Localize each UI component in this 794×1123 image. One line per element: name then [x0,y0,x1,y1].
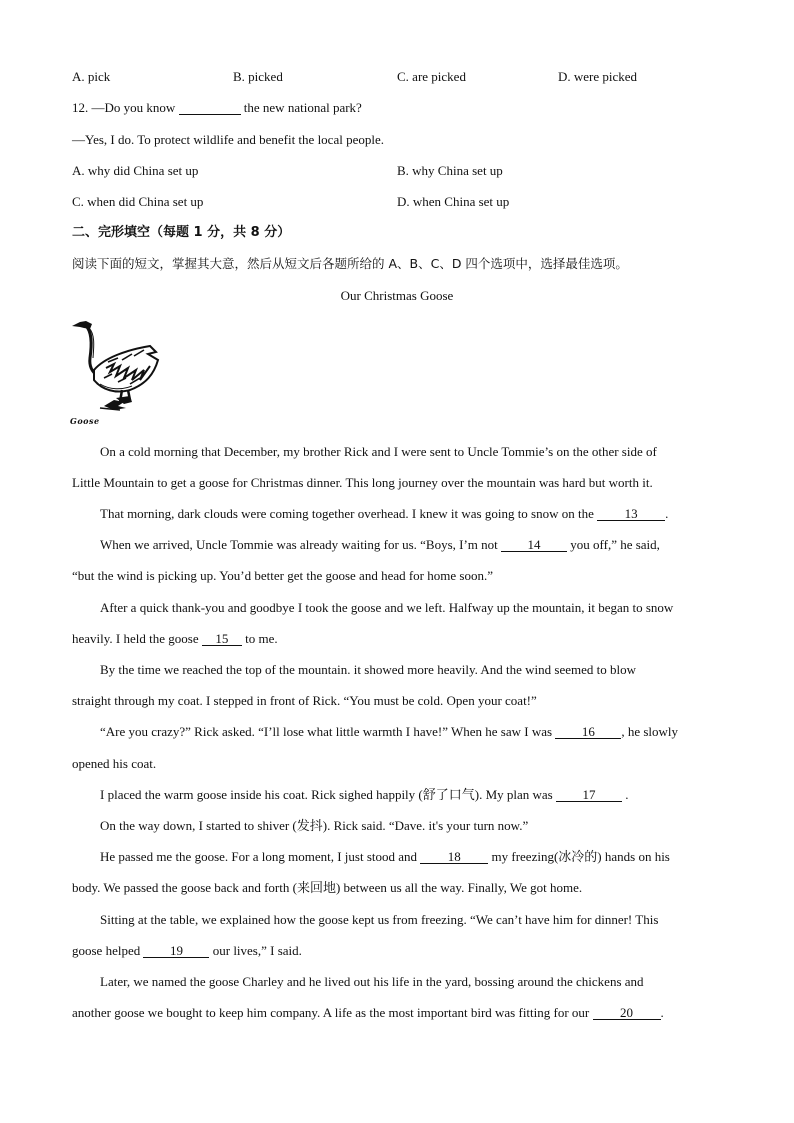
option-a: A. pick [72,69,111,84]
answer-blank-13: 13 [597,507,665,521]
paragraph-11-text-end: . [660,1005,664,1020]
option-a: A. why did China set up [72,163,199,178]
paragraph-7-text-end: . [625,787,629,802]
paragraph-6-text-end: , he slowly [621,724,679,739]
paragraph-9-text-end: my freezing(冰冷的) hands on his [491,849,670,864]
paragraph-11-text: another goose we bought to keep him company. A life as the most important bird was fitting for our [72,1005,590,1020]
paragraph-2 [100,507,668,521]
section-heading: 二、完形填空（每题 1 分，共 8 分） [72,225,291,240]
paragraph-4-line-1: After a quick thank-you and goodbye I took the goose and we left. Halfway up the mountain, it began to snow [100,600,674,615]
paragraph-2-text: That morning, dark clouds were coming together overhead. I knew it was going to snow on the [100,506,594,521]
paragraph-5-line-2: straight through my coat. I stepped in front of Rick. “You must be cold. Open your coat!” [72,693,537,708]
goose-icon [70,318,165,428]
question-12-stem-end: the new national park? [243,100,362,115]
option-c: C. are picked [397,69,466,84]
answer-blank-14: 14 [501,538,567,552]
paragraph-2-end: . [665,506,669,521]
paragraph-4-text-end: to me. [245,631,278,646]
paragraph-6-text: “Are you crazy?” Rick asked. “I’ll lose what little warmth I have!” When he saw I was [100,724,553,739]
paragraph-9-line-2: body. We passed the goose back and forth (来回地) between us all the way. Finally, We got home. [72,880,583,895]
answer-blank-18: 18 [420,850,488,864]
option-d: D. were picked [558,69,638,84]
paragraph-9-text: He passed me the goose. For a long moment, I just stood and [100,849,418,864]
option-c: C. when did China set up [72,194,204,209]
paragraph-3-text-end: you off,” he said, [570,537,660,552]
answer-blank-15: 15 [202,632,242,646]
question-12-stem-start: 12. —Do you know [72,100,176,115]
paragraph-6-line-1 [100,725,678,739]
paragraph-10-line-1: Sitting at the table, we explained how the goose kept us from freezing. “We can’t have him for dinner! This [100,912,659,927]
picture-caption: Goose [70,416,100,426]
paragraph-9-line-1 [100,850,670,864]
question-12-reply: —Yes, I do. To protect wildlife and benefit the local people. [72,132,384,147]
option-b: B. picked [233,69,283,84]
answer-blank-16: 16 [555,725,621,739]
option-d: D. when China set up [397,194,510,209]
answer-blank-19: 19 [143,944,209,958]
question-12 [72,101,362,115]
paragraph-1-line-1: On a cold morning that December, my brother Rick and I were sent to Uncle Tommie’s on the other side of [100,444,657,459]
paragraph-10-text: goose helped [72,943,141,958]
answer-blank-20: 20 [593,1006,661,1020]
section-instruction: 阅读下面的短文，掌握其大意，然后从短文后各题所给的 A、B、C、D 四个选项中，选择最佳选项。 [72,256,628,271]
paragraph-6-line-2: opened his coat. [72,756,157,771]
paragraph-10-text-end: our lives,” I said. [212,943,302,958]
paragraph-3-line-1 [100,538,660,552]
paragraph-10-line-2 [72,944,302,958]
paragraph-5-line-1: By the time we reached the top of the mountain. it showed more heavily. And the wind seemed to blow [100,662,637,677]
answer-blank-17: 17 [556,788,622,802]
paragraph-7-text: I placed the warm goose inside his coat. Rick sighed happily (舒了口气). My plan was [100,787,553,802]
goose-illustration [70,318,165,430]
paragraph-7 [100,788,629,802]
paragraph-1-line-2: Little Mountain to get a goose for Christmas dinner. This long journey over the mountain was hard but worth it. [72,475,653,490]
paragraph-11-line-2 [72,1006,664,1020]
option-b: B. why China set up [397,163,503,178]
paragraph-4-text: heavily. I held the goose [72,631,199,646]
paragraph-4-line-2 [72,632,278,646]
passage-title: Our Christmas Goose [340,288,454,303]
paragraph-3-line-2: “but the wind is picking up. You’d better get the goose and head for home soon.” [72,568,493,583]
paragraph-3-text: When we arrived, Uncle Tommie was already waiting for us. “Boys, I’m not [100,537,498,552]
paragraph-11-line-1: Later, we named the goose Charley and he lived out his life in the yard, bossing around the chickens and [100,974,644,989]
answer-blank-12 [179,101,241,115]
paragraph-8: On the way down, I started to shiver (发抖). Rick said. “Dave. it's your turn now.” [100,818,529,833]
